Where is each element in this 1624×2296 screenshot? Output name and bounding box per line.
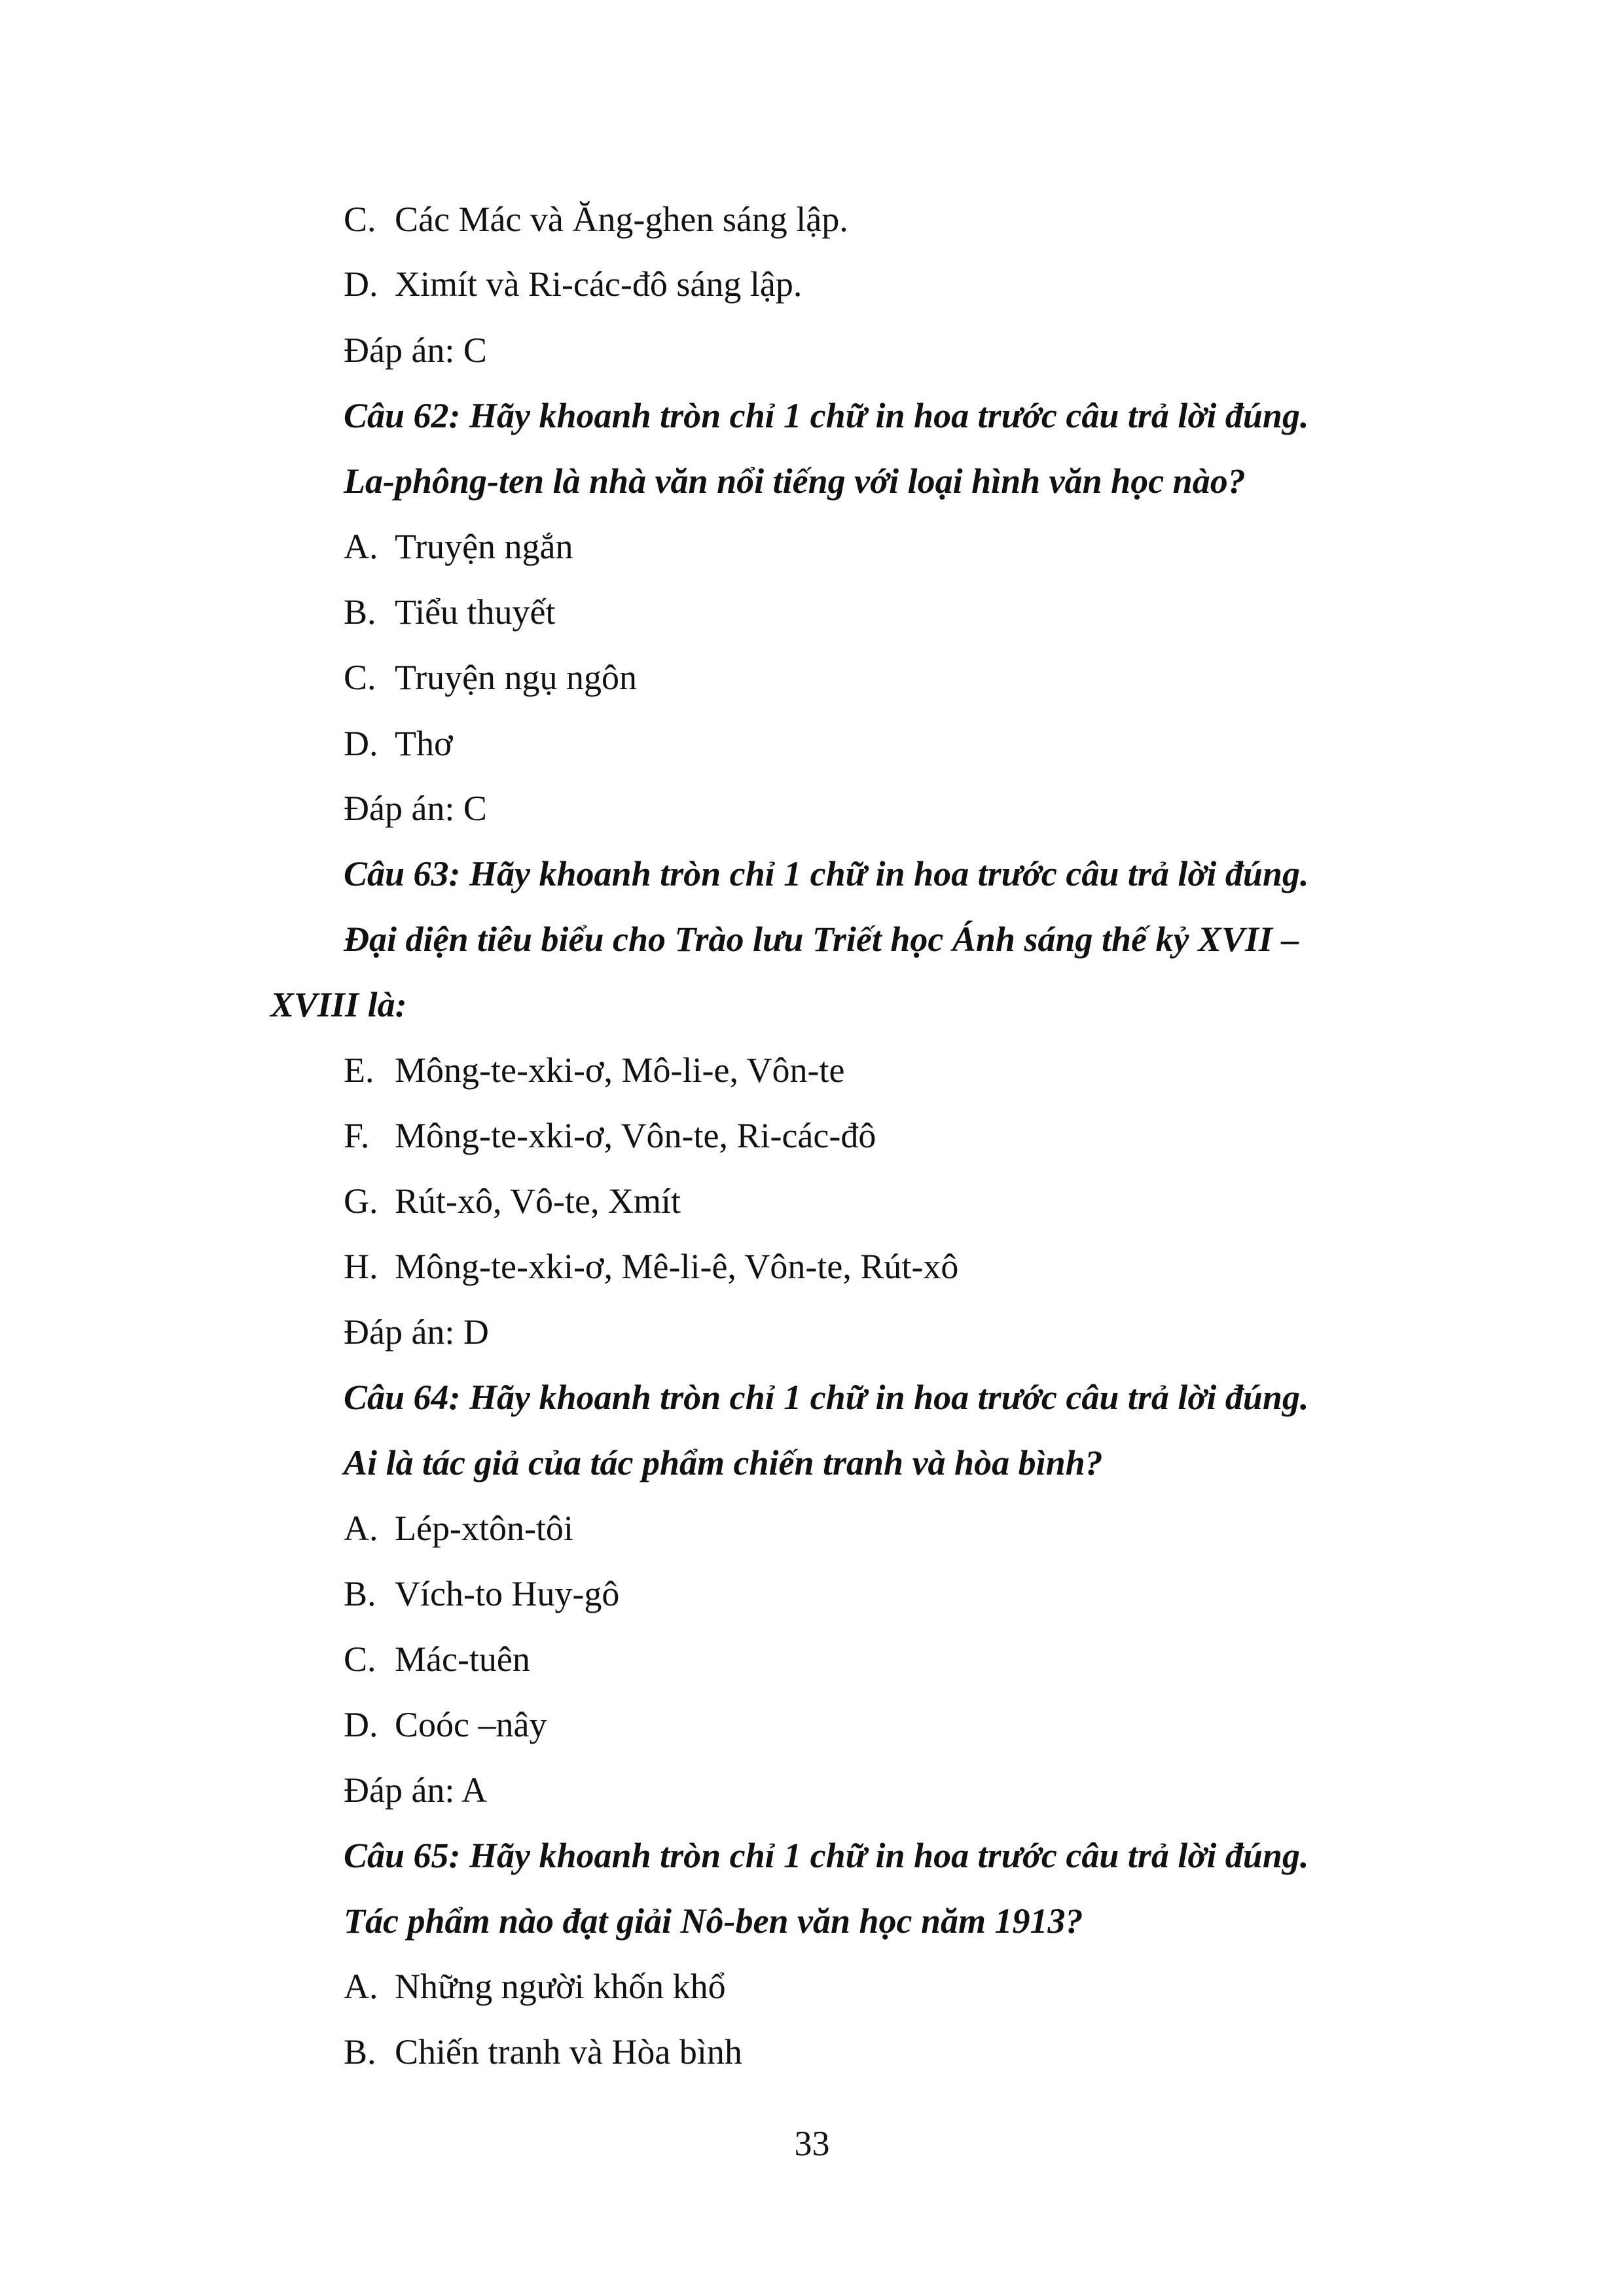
option-letter: C. bbox=[344, 658, 376, 697]
q63-question-line1: Đại diện tiêu biểu cho Trào lưu Triết học Ánh sáng thế kỷ XVII – bbox=[344, 920, 1299, 959]
option-text: Các Mác và Ăng-ghen sáng lập. bbox=[395, 200, 848, 239]
option-text: Coóc –nây bbox=[395, 1705, 547, 1744]
q64-option-b bbox=[344, 1571, 619, 1617]
option-letter: C. bbox=[344, 200, 376, 239]
q62-option-b bbox=[344, 589, 556, 635]
q61-option-d bbox=[344, 261, 802, 307]
page-number: 33 bbox=[794, 2124, 830, 2163]
option-text: Rút-xô, Vô-te, Xmít bbox=[395, 1181, 681, 1221]
q63-question-line2: XVIII là: bbox=[270, 985, 407, 1024]
option-letter: B. bbox=[344, 592, 376, 632]
q64-answer: Đáp án: A bbox=[344, 1770, 487, 1810]
q62-question: La-phông-ten là nhà văn nổi tiếng với loại hình văn học nào? bbox=[344, 461, 1246, 501]
option-text: Vích-to Huy-gô bbox=[395, 1574, 620, 1613]
option-letter: D. bbox=[344, 264, 378, 304]
option-text: Mông-te-xki-ơ, Mê-li-ê, Vôn-te, Rút-xô bbox=[395, 1247, 959, 1286]
option-text: Chiến tranh và Hòa bình bbox=[395, 2032, 742, 2072]
option-text: Mác-tuên bbox=[395, 1640, 530, 1679]
q63-heading: Câu 63: Hãy khoanh tròn chỉ 1 chữ in hoa trước câu trả lời đúng. bbox=[344, 854, 1309, 893]
q62-option-d bbox=[344, 721, 453, 766]
option-letter: D. bbox=[344, 1705, 378, 1744]
q63-option-e bbox=[344, 1047, 844, 1093]
option-text: Lép-xtôn-tôi bbox=[395, 1509, 573, 1548]
q65-option-a bbox=[344, 1964, 726, 2009]
option-text: Mông-te-xki-ơ, Vôn-te, Ri-các-đô bbox=[395, 1116, 876, 1155]
option-text: Thơ bbox=[395, 724, 453, 763]
option-letter: H. bbox=[344, 1247, 378, 1286]
option-letter: F. bbox=[344, 1116, 370, 1155]
option-letter: E. bbox=[344, 1050, 374, 1090]
option-text: Tiểu thuyết bbox=[395, 592, 556, 632]
option-letter: D. bbox=[344, 724, 378, 763]
q63-option-h bbox=[344, 1244, 958, 1289]
option-text: Mông-te-xki-ơ, Mô-li-e, Vôn-te bbox=[395, 1050, 845, 1090]
option-text: Những người khốn khổ bbox=[395, 1967, 726, 2006]
q61-option-c bbox=[344, 196, 848, 242]
option-text: Truyện ngắn bbox=[395, 527, 573, 566]
option-letter: A. bbox=[344, 1509, 378, 1548]
option-letter: A. bbox=[344, 527, 378, 566]
q64-option-c bbox=[344, 1636, 530, 1682]
q64-option-d bbox=[344, 1702, 547, 1748]
q65-question: Tác phẩm nào đạt giải Nô-ben văn học năm 1913? bbox=[344, 1901, 1083, 1941]
q65-option-b bbox=[344, 2029, 742, 2075]
q64-heading: Câu 64: Hãy khoanh tròn chỉ 1 chữ in hoa trước câu trả lời đúng. bbox=[344, 1378, 1309, 1417]
option-text: Truyện ngụ ngôn bbox=[395, 658, 638, 697]
q65-heading: Câu 65: Hãy khoanh tròn chỉ 1 chữ in hoa trước câu trả lời đúng. bbox=[344, 1836, 1309, 1875]
option-text: Ximít và Ri-các-đô sáng lập. bbox=[395, 264, 803, 304]
q62-option-c bbox=[344, 655, 637, 700]
q63-option-g bbox=[344, 1178, 681, 1224]
q64-question: Ai là tác giả của tác phẩm chiến tranh và hòa bình? bbox=[344, 1443, 1103, 1482]
option-letter: B. bbox=[344, 1574, 376, 1613]
option-letter: A. bbox=[344, 1967, 378, 2006]
option-letter: B. bbox=[344, 2032, 376, 2072]
q62-heading: Câu 62: Hãy khoanh tròn chỉ 1 chữ in hoa trước câu trả lời đúng. bbox=[344, 396, 1309, 435]
q61-answer: Đáp án: C bbox=[344, 331, 487, 370]
q64-option-a bbox=[344, 1505, 573, 1551]
q63-option-f bbox=[344, 1113, 876, 1158]
option-letter: C. bbox=[344, 1640, 376, 1679]
q63-answer: Đáp án: D bbox=[344, 1312, 489, 1352]
q62-answer: Đáp án: C bbox=[344, 789, 487, 828]
option-letter: G. bbox=[344, 1181, 378, 1221]
q62-option-a bbox=[344, 524, 573, 569]
